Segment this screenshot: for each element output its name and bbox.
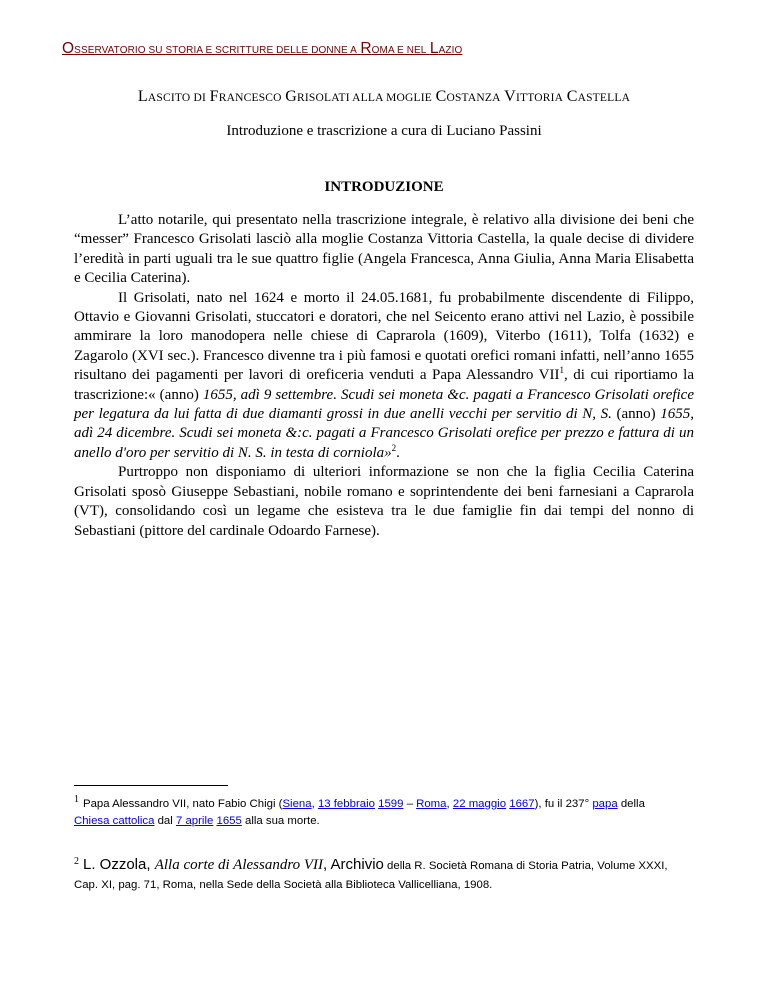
link-siena[interactable]: Siena (282, 798, 312, 810)
header-text: SSERVATORIO SU STORIA E SCRITTURE DELLE DONNE A (74, 45, 357, 56)
text: alla sua morte. (241, 815, 320, 827)
text: – (403, 798, 417, 810)
title-text: RANCESCO (218, 92, 282, 104)
paragraph-1: L’atto notarile, qui presentato nella trascrizione integrale, è relativo alla divisione dei beni che “messer” Francesco Grisolati lasciò alla moglie Costanza Vittoria Castella, la quale decise di dividere l’eredità in parti uguali tra le sue quattro figlie (Angela Francesca, Anna Giulia, Anna Maria Elisabetta e Cecilia Caterina). (74, 212, 694, 287)
link-date[interactable]: 7 aprile (175, 815, 214, 827)
footnote-ref-1[interactable]: 1 (559, 365, 564, 376)
title-initial: V (504, 88, 516, 105)
footnote-2 (74, 855, 714, 895)
link-year[interactable]: 1667 (509, 798, 535, 810)
link-date[interactable]: 13 febbraio (317, 798, 375, 810)
paragraph-3: Purtroppo non disponiamo di ulteriori informazione se non che la figlia Cecilia Caterina Grisolati sposò Giuseppe Sebastiani, nobile romano e soprintendente dei beni farnesiani a Caprarola (VT), consolidando così un legame che esisteva tra le due famiglie fin dai tempi del nonno di Sebastiani (pittore del cardinale Odoardo Farnese). (74, 464, 694, 539)
title-text: ASTELLA (577, 92, 631, 104)
footnote-1 (74, 796, 694, 830)
text: (anno) (611, 406, 661, 423)
title-text: OSTANZA (446, 92, 501, 104)
title-initial: L (137, 88, 148, 105)
link-roma[interactable]: Roma (416, 798, 447, 810)
header-text: AZIO (438, 45, 463, 56)
link-date[interactable]: 22 maggio (452, 798, 507, 810)
link-year[interactable]: 1599 (378, 798, 404, 810)
document-title (0, 88, 768, 106)
text: Il Grisolati, nato nel 1624 e morto il 24.05.1681, fu probabilmente discendente di Filippo, Ottavio e Giovanni Grisolati, stuccatori e doratori, che nel Seicento erano attivi nel Lazio, è possibile ammirare la loro manodopera nelle chiese di Caprarola (1609), Viterbo (1611), Tolfa (1632) e Zagarolo (XVI sec.). Francesco divenne tra i più famosi e quotati orefici romani infatti, nell’anno 1655 risultano dei pagamenti per lavori di oreficeria venduti a Papa Alessandro VII (74, 289, 694, 384)
subtitle: Introduzione e trascrizione a cura di Luciano Passini (226, 123, 542, 139)
link-papa[interactable]: papa (592, 798, 618, 810)
body-text (74, 211, 694, 541)
header-initial: O (62, 40, 75, 57)
text: , (311, 798, 318, 810)
footnote-number: 1 (74, 794, 79, 806)
citation-text: Cap. XI, pag. 71, Roma, nella Sede della Società alla Biblioteca Vallicelliana, 1908. (74, 879, 493, 891)
citation-text: della R. Società Romana di Storia Patria, Volume XXXI, (383, 860, 668, 872)
footnote-number: 2 (74, 856, 79, 868)
title-initial: C (435, 88, 447, 105)
title-initial: G (285, 88, 298, 105)
link-year[interactable]: 1655 (216, 815, 242, 827)
text: dal (154, 815, 176, 827)
text: , di cui riportiamo la trascrizione:« (anno) (74, 367, 694, 403)
footnote-separator (74, 785, 228, 786)
title-text: ITTORIA (515, 92, 564, 104)
quote-italic: 1655, adì 9 settembre. Scudi sei moneta &c. pagati a Francesco Grisolati orefice per legatura da lui fatta di due diamanti grossi in due anelli vecchi per servitio di N, S. (74, 386, 694, 423)
header-initial: L (429, 40, 439, 57)
section-heading: INTRODUZIONE (324, 179, 444, 195)
text: della (617, 798, 645, 810)
title-initial: C (566, 88, 578, 105)
link-chiesa-cattolica[interactable]: Chiesa cattolica (74, 815, 155, 827)
text: , (446, 798, 453, 810)
running-header (62, 40, 462, 58)
text: ), fu il 237° (534, 798, 593, 810)
text: Papa Alessandro VII, nato Fabio Chigi ( (83, 798, 283, 810)
citation-author: L. Ozzola, (83, 856, 155, 873)
title-initial: F (209, 88, 219, 105)
header-initial: R (360, 40, 372, 57)
header-text: OMA E NEL (371, 45, 427, 56)
title-text: ASCITO DI (147, 92, 207, 104)
paragraph-2 (74, 289, 694, 464)
citation-text: , Archivio (323, 856, 384, 873)
footnote-ref-2[interactable]: 2 (391, 442, 397, 453)
quote-italic: 1655, adì 24 dicembre. Scudi sei moneta &:c. pagati a Francesco Grisolati orefice per prezzo e fattura di un anello d'oro per servitio di N. S. in testa di corniola» (74, 406, 695, 461)
text: . (396, 444, 400, 461)
title-text: RISOLATI ALLA MOGLIE (297, 92, 432, 104)
citation-title: Alla corte di Alessandro VII (154, 857, 324, 873)
